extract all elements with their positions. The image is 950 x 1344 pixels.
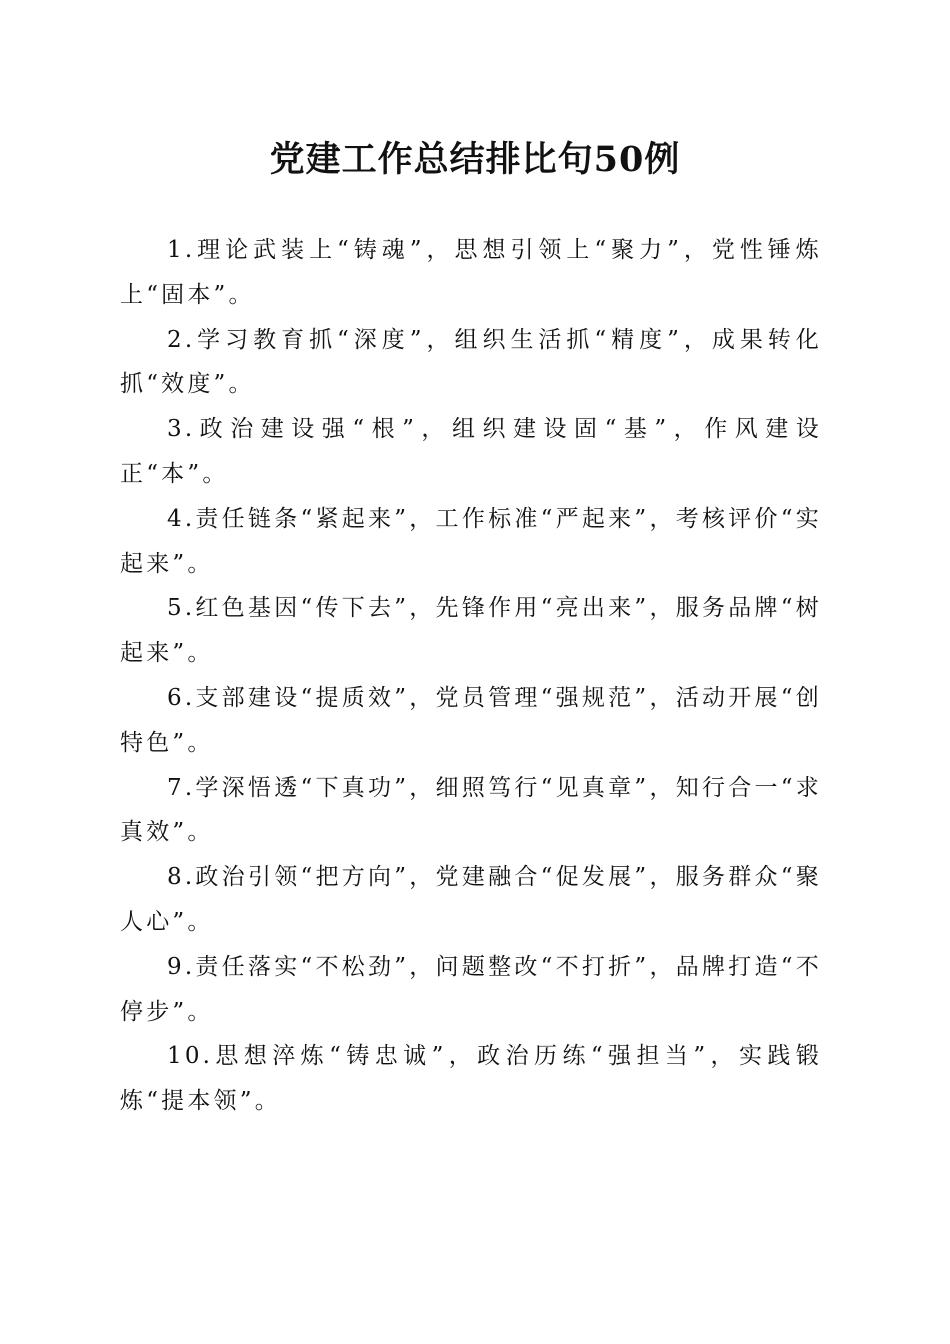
paragraph-10: 10.思想淬炼“铸忠诚”，政治历练“强担当”，实践锻炼“提本领”。 bbox=[120, 1043, 822, 1115]
paragraph-7: 7.学深悟透“下真功”，细照笃行“见真章”，知行合一“求真效”。 bbox=[120, 774, 822, 846]
paragraph-2: 2.学习教育抓“深度”，组织生活抓“精度”，成果转化抓“效度”。 bbox=[120, 326, 822, 398]
paragraph-8: 8.政治引领“把方向”，党建融合“促发展”，服务群众“聚人心”。 bbox=[120, 864, 822, 935]
paragraph-9: 9.责任落实“不松劲”，问题整改“不打折”，品牌打造“不停步”。 bbox=[120, 953, 822, 1025]
document-title: 党建工作总结排比句50例 bbox=[269, 139, 681, 180]
document-body bbox=[120, 228, 822, 1124]
paragraph-5: 5.红色基因“传下去”，先锋作用“亮出来”，服务品牌“树起来”。 bbox=[120, 595, 822, 667]
paragraph-1: 1.理论武装上“铸魂”，思想引领上“聚力”，党性锤炼上“固本”。 bbox=[120, 237, 822, 308]
paragraph-3: 3.政治建设强“根”，组织建设固“基”，作风建设正“本”。 bbox=[120, 416, 822, 487]
paragraph-6: 6.支部建设“提质效”，党员管理“强规范”，活动开展“创特色”。 bbox=[120, 684, 822, 756]
paragraph-4: 4.责任链条“紧起来”，工作标准“严起来”，考核评价“实起来”。 bbox=[120, 505, 822, 577]
